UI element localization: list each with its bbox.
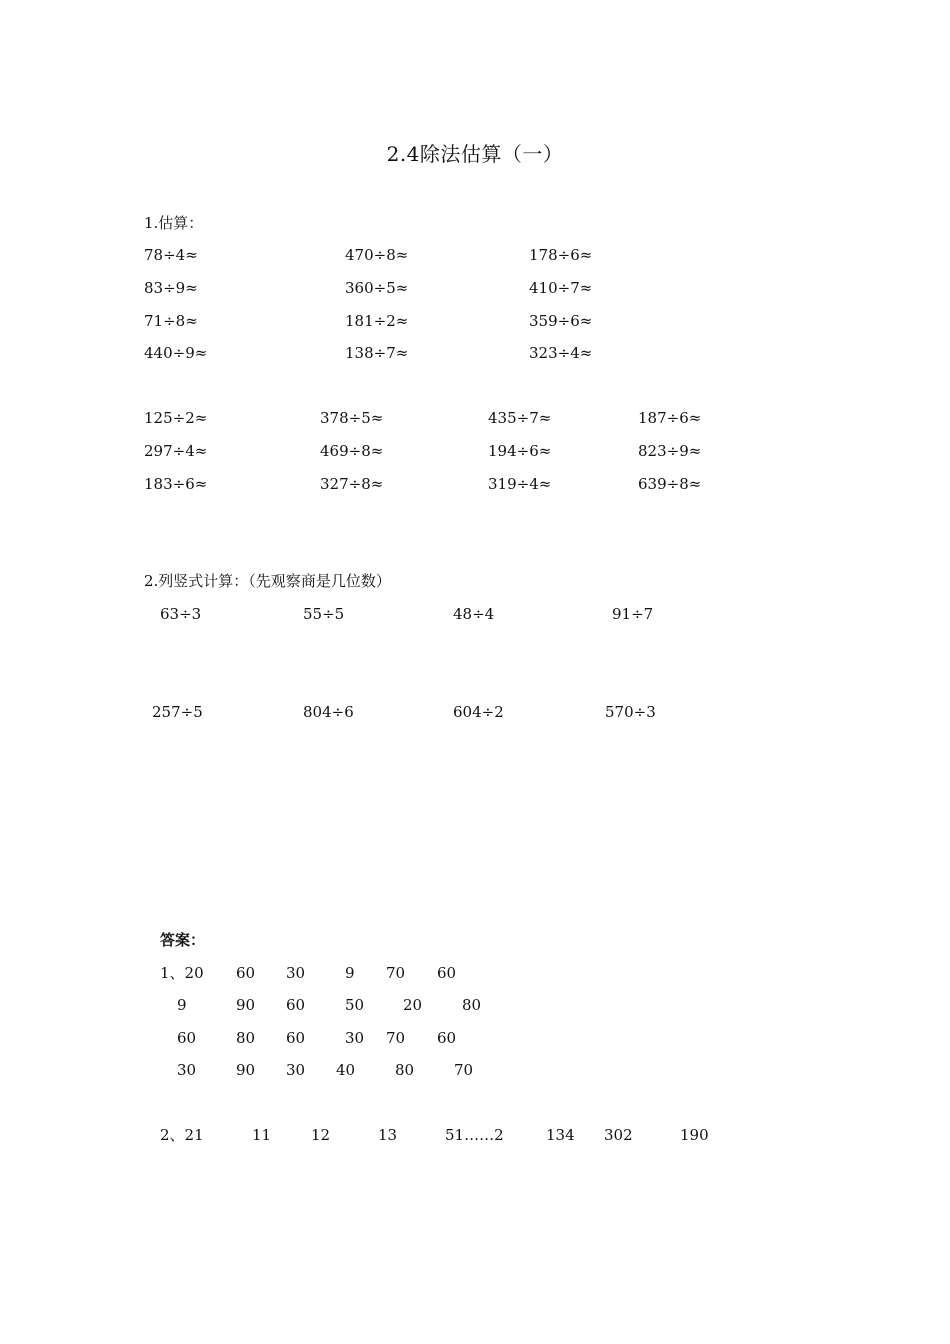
- vertical-calc-item: 604÷2: [453, 703, 504, 721]
- answer-value: 60: [177, 1029, 197, 1047]
- estimate-item: 125÷2≈: [144, 409, 208, 427]
- estimate-item: 435÷7≈: [488, 409, 552, 427]
- vertical-calc-item: 91÷7: [612, 605, 654, 623]
- answer-value: 90: [236, 996, 256, 1014]
- estimate-item: 187÷6≈: [638, 409, 702, 427]
- answer-value: 30: [177, 1061, 197, 1079]
- answer-value: 1、20: [160, 964, 204, 982]
- answer-value: 70: [386, 964, 406, 982]
- answer-value: 9: [345, 964, 355, 982]
- answer-value: 60: [437, 964, 457, 982]
- answer-value: 9: [177, 996, 187, 1014]
- vertical-calc-item: 55÷5: [303, 605, 345, 623]
- answer-value: 80: [395, 1061, 415, 1079]
- page-title: 2.4除法估算（一）: [386, 142, 564, 166]
- answer-value: 80: [236, 1029, 256, 1047]
- estimate-item: 823÷9≈: [638, 442, 702, 460]
- answer-value: 12: [311, 1126, 331, 1144]
- answer-value: 60: [236, 964, 256, 982]
- estimate-item: 178÷6≈: [529, 246, 593, 264]
- answer-value: 90: [236, 1061, 256, 1079]
- vertical-calc-item: 63÷3: [160, 605, 202, 623]
- estimate-item: 71÷8≈: [144, 312, 198, 330]
- estimate-item: 360÷5≈: [345, 279, 409, 297]
- estimate-item: 359÷6≈: [529, 312, 593, 330]
- answer-value: 70: [454, 1061, 474, 1079]
- estimate-item: 323÷4≈: [529, 344, 593, 362]
- answer-value: 30: [345, 1029, 365, 1047]
- estimate-item: 78÷4≈: [144, 246, 198, 264]
- section1-heading: 1.估算：: [144, 214, 204, 232]
- answer-value: 51……2: [445, 1126, 504, 1144]
- answer-value: 50: [345, 996, 365, 1014]
- answer-value: 302: [604, 1126, 633, 1144]
- estimate-item: 183÷6≈: [144, 475, 208, 493]
- answer-value: 11: [252, 1126, 272, 1144]
- section2-heading: 2.列竖式计算：（先观察商是几位数）: [144, 572, 391, 590]
- answer-value: 2、21: [160, 1126, 204, 1144]
- estimate-item: 639÷8≈: [638, 475, 702, 493]
- estimate-item: 297÷4≈: [144, 442, 208, 460]
- vertical-calc-item: 570÷3: [605, 703, 656, 721]
- estimate-item: 378÷5≈: [320, 409, 384, 427]
- vertical-calc-item: 804÷6: [303, 703, 354, 721]
- estimate-item: 470÷8≈: [345, 246, 409, 264]
- answer-value: 60: [286, 1029, 306, 1047]
- answer-value: 70: [386, 1029, 406, 1047]
- estimate-item: 181÷2≈: [345, 312, 409, 330]
- answer-value: 30: [286, 1061, 306, 1079]
- answer-value: 13: [378, 1126, 398, 1144]
- estimate-item: 469÷8≈: [320, 442, 384, 460]
- estimate-item: 83÷9≈: [144, 279, 198, 297]
- estimate-item: 327÷8≈: [320, 475, 384, 493]
- answer-value: 134: [546, 1126, 575, 1144]
- vertical-calc-item: 257÷5: [152, 703, 203, 721]
- estimate-item: 319÷4≈: [488, 475, 552, 493]
- answer-value: 80: [462, 996, 482, 1014]
- vertical-calc-item: 48÷4: [453, 605, 495, 623]
- answer-value: 30: [286, 964, 306, 982]
- answer-value: 190: [680, 1126, 709, 1144]
- answer-value: 20: [403, 996, 423, 1014]
- estimate-item: 410÷7≈: [529, 279, 593, 297]
- answers-heading: 答案：: [160, 931, 206, 949]
- answer-value: 60: [286, 996, 306, 1014]
- answer-value: 60: [437, 1029, 457, 1047]
- answer-value: 40: [336, 1061, 356, 1079]
- estimate-item: 138÷7≈: [345, 344, 409, 362]
- estimate-item: 194÷6≈: [488, 442, 552, 460]
- estimate-item: 440÷9≈: [144, 344, 208, 362]
